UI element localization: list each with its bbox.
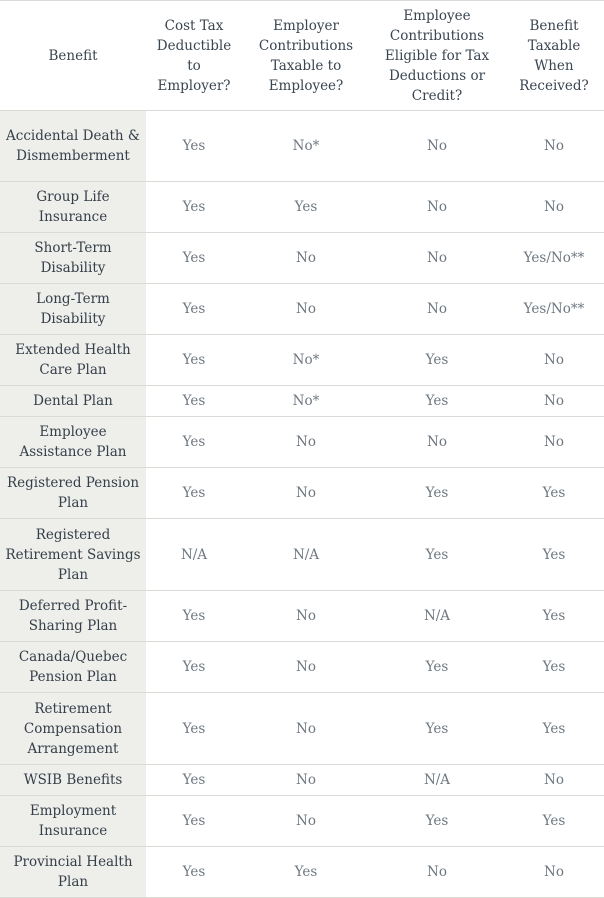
benefit-name: Employee Assistance Plan	[0, 417, 146, 468]
employee-contributions-eligible-cell: No	[370, 233, 504, 284]
benefit-taxable-cell: Yes	[504, 796, 604, 847]
header-employer-contributions-taxable: Employer Contributions Taxable to Employee?	[242, 1, 370, 111]
employer-contributions-taxable-cell: No*	[242, 386, 370, 417]
cost-tax-deductible-cell: Yes	[146, 386, 242, 417]
employee-contributions-eligible-cell: Yes	[370, 519, 504, 591]
employer-contributions-taxable-cell: Yes	[242, 182, 370, 233]
table-row	[0, 284, 604, 335]
table-row	[0, 765, 604, 796]
cost-tax-deductible-cell: Yes	[146, 847, 242, 898]
benefit-taxable-cell: No	[504, 386, 604, 417]
cost-tax-deductible-cell: Yes	[146, 765, 242, 796]
table-row	[0, 642, 604, 693]
benefit-taxable-cell: Yes/No**	[504, 233, 604, 284]
employee-contributions-eligible-cell: Yes	[370, 642, 504, 693]
header-benefit-taxable: Benefit Taxable When Received?	[504, 1, 604, 111]
employee-contributions-eligible-cell: No	[370, 417, 504, 468]
benefit-name: Extended Health Care Plan	[0, 335, 146, 386]
benefit-taxable-cell: Yes	[504, 591, 604, 642]
benefit-taxable-cell: Yes/No**	[504, 284, 604, 335]
benefit-taxable-cell: Yes	[504, 693, 604, 765]
cost-tax-deductible-cell: Yes	[146, 233, 242, 284]
benefit-taxable-cell: No	[504, 335, 604, 386]
table-row	[0, 796, 604, 847]
benefit-name: Registered Pension Plan	[0, 468, 146, 519]
table-row	[0, 468, 604, 519]
benefit-name: Group Life Insurance	[0, 182, 146, 233]
header-employee-contributions-eligible: Employee Contributions Eligible for Tax Deductions or Credit?	[370, 1, 504, 111]
header-cost-tax-deductible: Cost Tax Deductible to Employer?	[146, 1, 242, 111]
benefit-taxable-cell: No	[504, 847, 604, 898]
employer-contributions-taxable-cell: No	[242, 284, 370, 335]
table-row	[0, 111, 604, 182]
employer-contributions-taxable-cell: No	[242, 693, 370, 765]
employer-contributions-taxable-cell: N/A	[242, 519, 370, 591]
benefit-name: Canada/Quebec Pension Plan	[0, 642, 146, 693]
benefit-name: Deferred Profit-Sharing Plan	[0, 591, 146, 642]
employee-contributions-eligible-cell: Yes	[370, 335, 504, 386]
employee-contributions-eligible-cell: Yes	[370, 796, 504, 847]
employee-contributions-eligible-cell: No	[370, 182, 504, 233]
benefit-name: Long-Term Disability	[0, 284, 146, 335]
benefit-taxable-cell: No	[504, 765, 604, 796]
employer-contributions-taxable-cell: Yes	[242, 847, 370, 898]
benefit-taxable-cell: No	[504, 111, 604, 182]
employer-contributions-taxable-cell: No	[242, 642, 370, 693]
cost-tax-deductible-cell: Yes	[146, 796, 242, 847]
employer-contributions-taxable-cell: No*	[242, 111, 370, 182]
table-row	[0, 591, 604, 642]
cost-tax-deductible-cell: Yes	[146, 591, 242, 642]
employee-contributions-eligible-cell: No	[370, 111, 504, 182]
employee-contributions-eligible-cell: No	[370, 284, 504, 335]
employer-contributions-taxable-cell: No	[242, 233, 370, 284]
benefit-name: Retirement Compensation Arrangement	[0, 693, 146, 765]
benefit-name: Dental Plan	[0, 386, 146, 417]
benefit-taxable-cell: Yes	[504, 642, 604, 693]
employer-contributions-taxable-cell: No*	[242, 335, 370, 386]
employer-contributions-taxable-cell: No	[242, 765, 370, 796]
benefit-name: Employment Insurance	[0, 796, 146, 847]
benefit-taxable-cell: No	[504, 182, 604, 233]
employee-contributions-eligible-cell: N/A	[370, 591, 504, 642]
employee-contributions-eligible-cell: No	[370, 847, 504, 898]
employer-contributions-taxable-cell: No	[242, 468, 370, 519]
benefit-taxable-cell: Yes	[504, 468, 604, 519]
cost-tax-deductible-cell: Yes	[146, 111, 242, 182]
table-row	[0, 233, 604, 284]
cost-tax-deductible-cell: Yes	[146, 468, 242, 519]
employee-contributions-eligible-cell: N/A	[370, 765, 504, 796]
table-row	[0, 847, 604, 898]
cost-tax-deductible-cell: Yes	[146, 417, 242, 468]
cost-tax-deductible-cell: Yes	[146, 693, 242, 765]
table-row	[0, 335, 604, 386]
employee-contributions-eligible-cell: Yes	[370, 386, 504, 417]
cost-tax-deductible-cell: Yes	[146, 335, 242, 386]
table-row	[0, 386, 604, 417]
benefit-name: Provincial Health Plan	[0, 847, 146, 898]
table-row	[0, 519, 604, 591]
employer-contributions-taxable-cell: No	[242, 591, 370, 642]
table-row	[0, 693, 604, 765]
table-header-row	[0, 1, 604, 111]
benefit-taxable-cell: Yes	[504, 519, 604, 591]
benefit-name: Short-Term Disability	[0, 233, 146, 284]
benefit-name: WSIB Benefits	[0, 765, 146, 796]
benefit-taxable-cell: No	[504, 417, 604, 468]
employee-contributions-eligible-cell: Yes	[370, 468, 504, 519]
table-row	[0, 417, 604, 468]
cost-tax-deductible-cell: Yes	[146, 182, 242, 233]
employer-contributions-taxable-cell: No	[242, 796, 370, 847]
cost-tax-deductible-cell: N/A	[146, 519, 242, 591]
cost-tax-deductible-cell: Yes	[146, 642, 242, 693]
table-row	[0, 182, 604, 233]
benefit-name: Registered Retirement Savings Plan	[0, 519, 146, 591]
benefit-name: Accidental Death & Dismemberment	[0, 111, 146, 182]
employer-contributions-taxable-cell: No	[242, 417, 370, 468]
header-benefit: Benefit	[0, 1, 146, 111]
employee-contributions-eligible-cell: Yes	[370, 693, 504, 765]
cost-tax-deductible-cell: Yes	[146, 284, 242, 335]
